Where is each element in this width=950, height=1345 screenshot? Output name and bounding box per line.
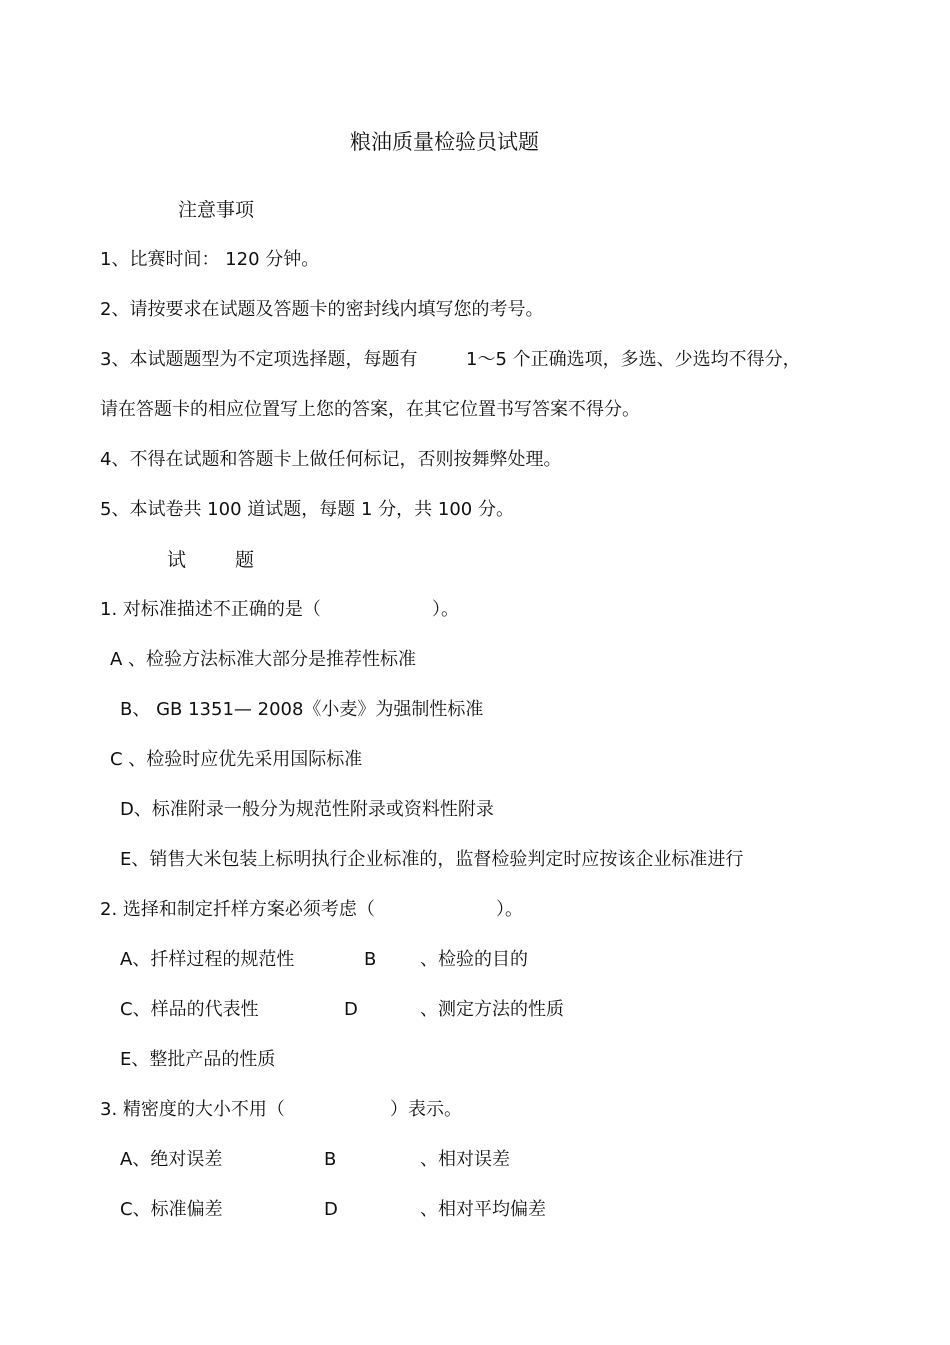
q3-option-a: A、绝对误差 [120, 1149, 223, 1170]
q1-option-c: C 、检验时应优先采用国际标准 [110, 749, 363, 770]
q2-option-b-letter: B [364, 949, 377, 970]
q1-stem-close: ）。 [432, 599, 459, 620]
q1-option-a: A 、检验方法标准大部分是推荐性标准 [110, 649, 417, 670]
q3-stem-close: ）表示。 [390, 1099, 462, 1120]
q1-stem: 1. 对标准描述不正确的是（ [100, 599, 321, 620]
q3-option-b-text: 、相对误差 [420, 1149, 510, 1170]
notice-item-3-continued: 请在答题卡的相应位置写上您的答案，在其它位置书写答案不得分。 [100, 399, 640, 420]
q3-option-b-letter: B [324, 1149, 337, 1170]
notice-item-4: 4、不得在试题和答题卡上做任何标记，否则按舞弊处理。 [100, 449, 562, 470]
q2-option-e: E、整批产品的性质 [120, 1049, 276, 1070]
notice-item-5: 5、本试卷共 100 道试题，每题 1 分，共 100 分。 [100, 499, 514, 520]
section-heading-char-1: 试 [167, 549, 187, 571]
q3-option-c: C、标准偏差 [120, 1199, 223, 1220]
section-heading-char-2: 题 [235, 549, 255, 571]
page-title: 粮油质量检验员试题 [350, 130, 539, 154]
notice-item-3a: 3、本试题题型为不定项选择题，每题有 [100, 349, 418, 370]
q3-option-d-text: 、相对平均偏差 [420, 1199, 546, 1220]
q2-stem: 2. 选择和制定扦样方案必须考虑（ [100, 899, 375, 920]
q2-option-c: C、样品的代表性 [120, 999, 259, 1020]
q2-option-d-text: 、测定方法的性质 [420, 999, 564, 1020]
q2-option-d-letter: D [344, 999, 358, 1020]
notice-item-2: 2、请按要求在试题及答题卡的密封线内填写您的考号。 [100, 299, 544, 320]
q3-option-d-letter: D [324, 1199, 338, 1220]
q1-option-e: E、销售大米包装上标明执行企业标准的，监督检验判定时应按该企业标准进行 [120, 849, 744, 870]
notice-item-3b: 1～5 个正确选项，多选、少选均不得分， [466, 349, 801, 370]
q1-option-b: B、 GB 1351— 2008《小麦》为强制性标准 [120, 699, 484, 720]
q1-option-d: D、标准附录一般分为规范性附录或资料性附录 [120, 799, 494, 820]
q2-stem-close: ）。 [496, 899, 523, 920]
notice-heading: 注意事项 [178, 199, 255, 221]
notice-item-1: 1、比赛时间： 120 分钟。 [100, 249, 320, 270]
q2-option-a: A、扦样过程的规范性 [120, 949, 295, 970]
q2-option-b-text: 、检验的目的 [420, 949, 528, 970]
q3-stem: 3. 精密度的大小不用（ [100, 1099, 285, 1120]
